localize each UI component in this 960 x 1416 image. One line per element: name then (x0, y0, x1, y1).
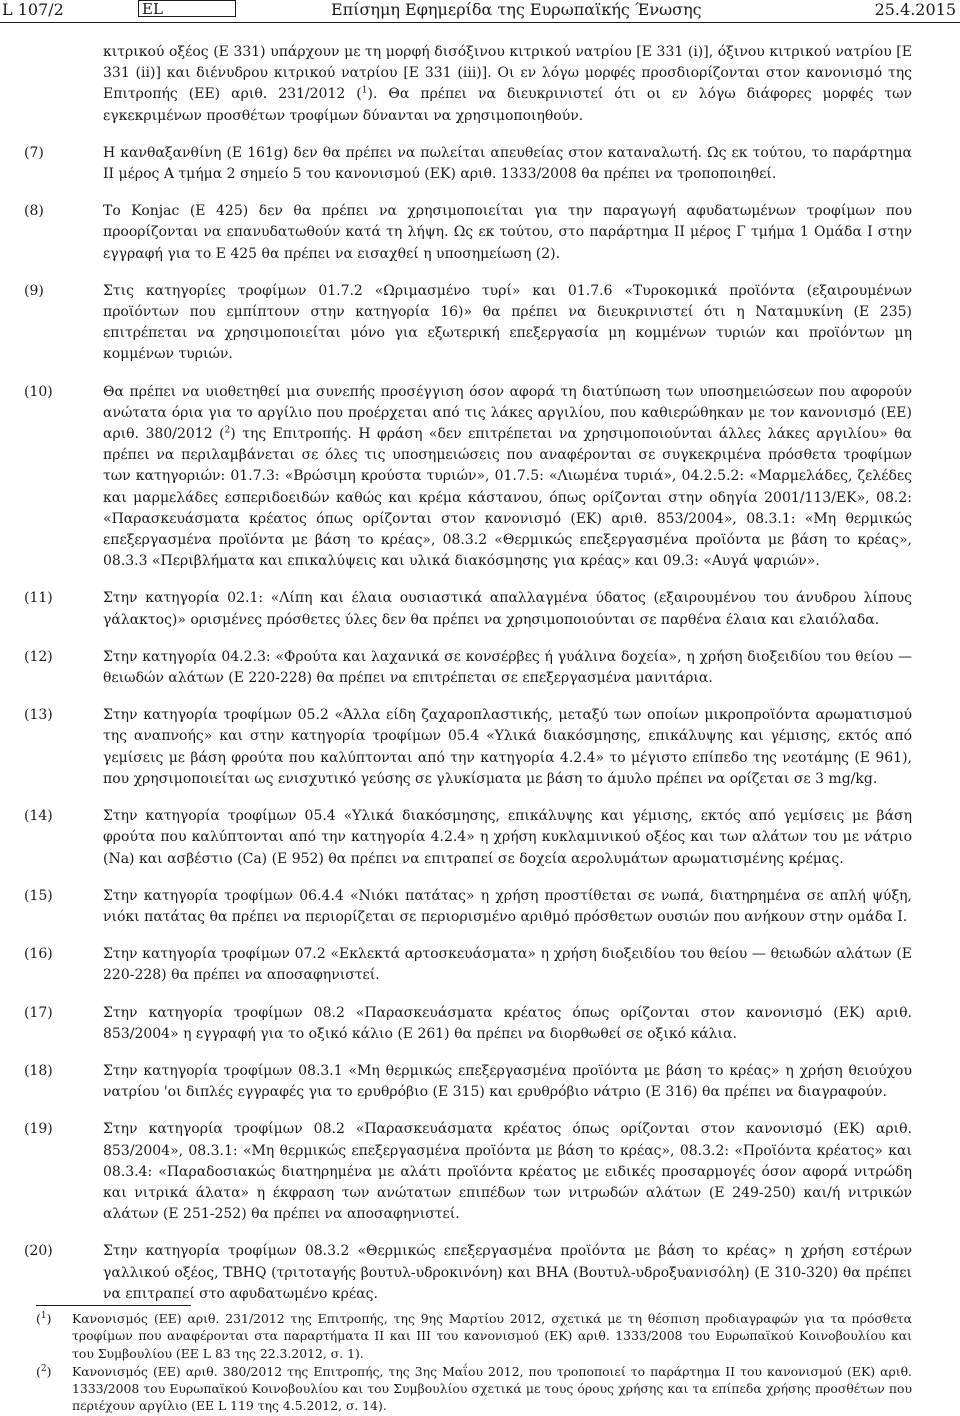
language-code-box: EL (138, 0, 236, 17)
recital-number: (15) (24, 887, 53, 904)
recital-14 (0, 806, 960, 870)
recital-text: Στην κατηγορία τροφίμων 08.2 «Παρασκευάσματα κρέατος όπως ορίζονται στον κανονισμό (ΕΚ) αριθ. 853/2004» η εγγραφή για το οξικό κάλιο (Ε 261) θα πρέπει να διορθωθεί σε οξικό κάλια. (103, 1004, 912, 1042)
footnote-separator (36, 1305, 191, 1306)
recital-text: Στην κατηγορία τροφίμων 08.3.1 «Μη θερμικώς επεξεργασμένα προϊόντα με βάση το κρέας» η χρήση θειούχου νατρίου 'οι διπλές εγγραφές για το ερυθρόβιο (Ε 315) και ερυθρόβιο νάτριο (Ε 316) θα πρέπει να διαγραφούν. (103, 1062, 912, 1101)
recital-20 (0, 1241, 960, 1305)
text-segment: ). Θα πρέπει να διευκρινιστεί ότι οι εν λόγω διάφορες μορφές των εγκεκριμένων προσθέτων τροφίμων δύνανται να χρησιμοποιηθούν. (103, 86, 912, 124)
recital-number: (16) (24, 946, 53, 963)
recital-text: Στην κατηγορία 02.1: «Λίπη και έλαια ουσιαστικά απαλλαγμένα ύδατος (εξαιρουμένου του άνυδρου λίπους γάλακτος)» ορισμένες πρόσθετες ύλες δεν θα πρέπει να χρησιμοποιούνται σε παρθένα έλαια και ελαιόλαδα. (103, 590, 912, 628)
recital-11 (0, 588, 960, 630)
text-segment: κιτρικού οξέος (Ε 331) υπάρχουν με τη μορφή δισόξινου κιτρικού νατρίου [Ε 331 (i)], όξινου κιτρικού νατρίου [Ε 331 (ii)] και διένυδρου κιτρικού νατρίου [Ε 331 (iii)]. Οι εν λόγω μορφές προσδιορίζονται στον κανονισμό της Επιτροπής (ΕΕ) αριθ. 231/2012 ( (103, 44, 912, 103)
marker-open: ( (36, 1363, 41, 1379)
header-rule (0, 22, 960, 23)
recital-text: Στην κατηγορία 04.2.3: «Φρούτα και λαχανικά σε κονσέρβες ή γυάλινα δοχεία», η χρήση διοξειδίου του θείου — θειωδών αλάτων (Ε 220-228) θα πρέπει να επιτρέπεται σε επεξεργασμένα μανιτάρια. (103, 648, 912, 687)
recital-number: (13) (24, 707, 53, 724)
recital-number: (19) (24, 1121, 53, 1138)
document-body (0, 42, 960, 1321)
recital-text: Η κανθαξανθίνη (Ε 161g) δεν θα πρέπει να πωλείται απευθείας στον καταναλωτή. Ως εκ τούτου, το παράρτημα ΙΙ μέρος Α τμήμα 2 σημείο 5 του κανονισμού (ΕΚ) αριθ. 1333/2008 θα πρέπει να τροποποιηθεί. (103, 144, 912, 183)
recital-12 (0, 647, 960, 689)
recital-text: Στην κατηγορία τροφίμων 06.4.4 «Νιόκι πατάτας» η χρήση προστίθεται σε νωπά, διατηρημένα σε απλή ψύξη, νιόκι πατάτας θα πρέπει να περιορίζεται σε περιορισμένο αριθμό πρόσθετων ουσιών που ανήκουν στην ομάδα Ι. (103, 887, 912, 925)
marker-open: ( (36, 1311, 41, 1326)
paragraph-text (103, 42, 912, 127)
recital-text: Στις κατηγορίες τροφίμων 01.7.2 «Ωριμασμένο τυρί» και 01.7.6 «Τυροκομικά προϊόντα (εξαιρουμένων προϊόντων που εμπίπτουν στην κατηγορία 16)» θα πρέπει να διευκρινιστεί ότι η Ναταμυκίνη (Ε 235) επιτρέπεται να χρησιμοποιείται μόνο για εξωτερική επεξεργασία μη κομμένων τυριών και προϊόντων μη κομμένων τυριών. (103, 282, 912, 363)
footnote-reference[interactable]: 1 (361, 85, 368, 96)
recital-9 (0, 281, 960, 366)
footnote-text: Κανονισμός (ΕΕ) αριθ. 231/2012 της Επιτροπής, της 9ης Μαρτίου 2012, σχετικά με τη θέσπιση προδιαγραφών για τα πρόσθετα τροφίμων που αναφέρονται στα παραρτήματα ΙΙ και ΙΙΙ του κανονισμού (ΕΚ) αριθ. 1333/2008 του Ευρωπαϊκού Κοινοβουλίου και του Συμβουλίου (ΕΕ L 83 της 22.3.2012, σ. 1). (72, 1311, 912, 1361)
footnote-marker (36, 1363, 51, 1380)
recital-7 (0, 143, 960, 185)
recital-17 (0, 1003, 960, 1045)
recital-19 (0, 1119, 960, 1225)
recital-16 (0, 944, 960, 986)
recital-number: (11) (24, 590, 53, 607)
recital-number: (12) (24, 648, 53, 665)
recital-text: Στην κατηγορία τροφίμων 08.3.2 «Θερμικώς επεξεργασμένα προϊόντα με βάση το κρέας» η χρήση εστέρων γαλλικού οξέος, TBHQ (τριτοταγής βουτυλ-υδροκινόνη) και BHA (Βουτυλ-υδροξυανισόλη) (Ε 310-320) θα πρέπει να επιτραπεί στο αφυδατωμένο κρέας. (103, 1243, 912, 1302)
text-segment: ) της Επιτροπής. Η φράση «δεν επιτρέπεται να χρησιμοποιούνται άλλες λάκες αργιλίου» θα πρέπει να περιλαμβάνεται σε όλες τις υποσημειώσεις που αναφέρονται σε συγκεκριμένα πρόσθετα τροφίμων των κατηγοριών: 01.7.3: «Βρώσιμη κρούστα τυριών», 01.7.5: «Λιωμένα τυριά», 04.2.5.2: «Μαρμελάδες, ζελέδες και μαρμελάδες εσπεριδοειδών καθώς και κρέμα κάστανου, όπως ορίζονται στην οδηγία 2001/113/ΕΚ», 08.2: «Παρασκευάσματα κρέατος όπως ορίζονται στον κανονισμό (ΕΚ) αριθ. 853/2004», 08.3.1: «Μη θερμικώς επεξεργασμένα προϊόντα με βάση το κρέας», 08.3.2 «Θερμικώς επεξεργασμένα προϊόντα με βάση το κρέας», 08.3.3 «Περιβλήματα και επικαλύψεις και υλικά διακόσμησης για κρέας» και 09.3: «Αυγά ψαριών». (103, 426, 913, 570)
footnote-reference[interactable]: 2 (224, 425, 231, 436)
recital-number: (18) (24, 1062, 53, 1079)
recital-number: (20) (24, 1243, 53, 1260)
recital-13 (0, 705, 960, 790)
recital-text: Στην κατηγορία τροφίμων 05.2 «Άλλα είδη ζαχαροπλαστικής, μεταξύ των οποίων μικροπροϊόντα αρωματισμού της αναπνοής» και στην κατηγορία τροφίμων 05.4 «Υλικά διακόσμησης, επικάλυψης και γέμισης, εκτός από γεμίσεις με βάση φρούτα που καλύπτονται από την κατηγορία 4.2.4» το μέγιστο επίπεδο της νεοτάμης (Ε 961), που χρησιμοποιείται ως ενισχυτικό γεύσης σε γλυκίσματα με βάση το άμυλο πρέπει να ορίζεται σε 3 mg/kg. (103, 707, 912, 787)
recital-text: Στην κατηγορία τροφίμων 08.2 «Παρασκευάσματα κρέατος όπως ορίζονται στον κανονισμό (ΕΚ) αριθ. 853/2004», 08.3.1: «Μη θερμικώς επεξεργασμένα προϊόντα με βάση το κρέας», 08.3.2: «Προϊόντα κρέατος» και 08.3.4: «Παραδοσιακώς διατηρημένα με αλάτι προϊόντα κρέατος με ειδικές προσαρμογές όσον αφορά νιτρώδη και νιτρικά άλατα» η έκφραση των ανώτατων επιπέδων των νιτρωδών αλάτων (Ε 249-250) και/ή νιτρικών αλάτων (Ε 251-252) θα πρέπει να αποσαφηνιστεί. (103, 1121, 912, 1223)
marker-close: ) (46, 1363, 52, 1379)
recital-10 (0, 382, 960, 573)
footnote-text: Κανονισμός (ΕΕ) αριθ. 380/2012 της Επιτροπής, της 3ης Μαΐου 2012, που τροποποιεί το παράρτημα ΙΙ του κανονισμού (ΕΚ) αριθ. 1333/2008 του Ευρωπαϊκού Κοινοβουλίου και του Συμβουλίου σχετικά με τους όρους χρήσης και τα επίπεδα χρήσης προσθέτων που περιέχουν αργίλιο (ΕΕ L 119 της 4.5.2012, σ. 14). (72, 1363, 912, 1414)
marker-number: 2 (40, 1363, 47, 1374)
journal-title: Επίσημη Εφημερίδα της Ευρωπαϊκής Ένωσης (331, 0, 702, 19)
text-segment: Θα πρέπει να υιοθετηθεί μια συνεπής προσέγγιση όσον αφορά τη διατύπωση των υποσημειώσεων που αφορούν ανώτατα όρια για το αργίλιο που προέρχεται από τις λάκες αργιλίου, που καθιερώθηκαν με τον κανονισμό (ΕΕ) αριθ. 380/2012 ( (103, 383, 912, 443)
marker-number: 1 (40, 1310, 47, 1321)
recital-text: Το Konjac (Ε 425) δεν θα πρέπει να χρησιμοποιείται για την παραγωγή αφυδατωμένων τροφίμων που προορίζονται να επανυδατωθούν κατά τη λήψη. Ως εκ τούτου, στο παράρτημα ΙΙ μέρος Γ τμήμα 1 Ομάδα Ι στην εγγραφή για το Ε 425 θα πρέπει να εισαχθεί η υποσημείωση (2). (103, 203, 912, 262)
recital-number: (10) (24, 383, 53, 400)
recital-number: (8) (24, 203, 44, 220)
recital-8 (0, 201, 960, 265)
recital-15 (0, 886, 960, 928)
recital-number: (14) (24, 808, 53, 825)
recital-number: (9) (24, 282, 44, 299)
footnotes (0, 1310, 960, 1416)
footnote-1 (0, 1310, 960, 1362)
recital-number: (7) (24, 144, 44, 161)
page-reference: L 107/2 (2, 0, 64, 19)
page-header (0, 0, 960, 26)
continuation-paragraph (0, 42, 960, 127)
recital-number: (17) (24, 1004, 53, 1021)
recital-text: Στην κατηγορία τροφίμων 05.4 «Υλικά διακόσμησης, επικάλυψης και γέμισης, εκτός από γεμίσεις με βάση φρούτα που καλύπτονται από την κατηγορία 4.2.4» η χρήση κυκλαμινικού οξέος και των αλάτων του με νάτριο (Na) και ασβέστιο (Ca) (Ε 952) θα πρέπει να επιτραπεί σε δοχεία αερολυμάτων αρωματισμένης κρέμας. (103, 808, 912, 867)
marker-close: ) (46, 1311, 52, 1326)
recital-18 (0, 1061, 960, 1103)
footnote-marker (36, 1310, 51, 1327)
publication-date: 25.4.2015 (874, 0, 956, 19)
recital-text (103, 382, 912, 573)
footnote-2 (0, 1363, 960, 1415)
recital-text: Στην κατηγορία τροφίμων 07.2 «Εκλεκτά αρτοσκευάσματα» η χρήση διοξειδίου του θείου — θειωδών αλάτων (Ε 220-228) θα πρέπει να αποσαφηνιστεί. (103, 946, 912, 984)
